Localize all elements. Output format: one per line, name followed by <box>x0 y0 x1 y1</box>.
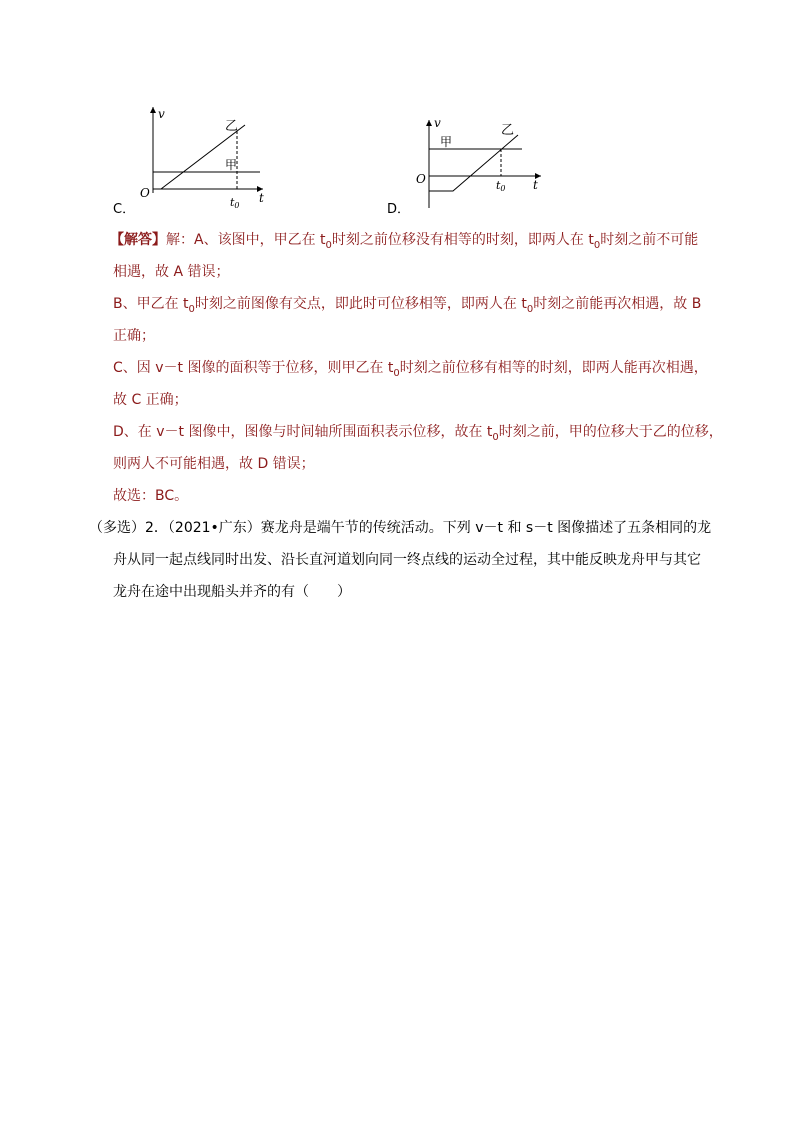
question-line-3: 龙舟在途中出现船头并齐的有（ ） <box>113 584 351 600</box>
answer-line-2: 相遇，故 A 错误； <box>113 264 230 280</box>
graph-d-yi-label: 乙 <box>501 123 515 138</box>
graph-d-x-label: t <box>533 178 538 192</box>
graph-c-origin: O <box>140 186 150 200</box>
graph-c-svg <box>112 98 282 216</box>
graph-d-origin: O <box>416 172 426 186</box>
answer-line-3: B、甲乙在 $t_0$时刻之前图像有交点，即此时可位移相等，即两人在 $t_0$时刻之前能再次相遇，故 B <box>113 296 702 315</box>
graph-d-svg <box>400 112 560 212</box>
graph-c-yi-label: 乙 <box>225 119 239 134</box>
graph-d-y-label: v <box>434 116 441 130</box>
answer-line-7: D、在 v－t 图像中，图像与时间轴所围面积表示位移，故在 $t_0$时刻之前，甲的位移大于乙的位移， <box>113 424 723 443</box>
answer-line-1: 【解答】解：A、该图中，甲乙在 $t_0$时刻之前位移没有相等的时刻，即两人在 $t_0$时刻之前不可能 <box>110 232 699 251</box>
graph-c-jia-label: 甲 <box>225 158 238 172</box>
answer-line-9: 故选：BC。 <box>113 488 189 504</box>
answer-tag: 【解答】 <box>110 232 166 248</box>
question-line-2: 舟从同一起点线同时出发、沿长直河道划向同一终点线的运动全过程，其中能反映龙舟甲与其它 <box>113 552 701 568</box>
answer-line-4: 正确； <box>113 328 155 344</box>
option-d-label: D． <box>387 202 411 217</box>
graph-c-y-label: v <box>158 107 165 121</box>
graph-d <box>400 112 560 212</box>
graph-c-line-yi <box>161 125 245 189</box>
option-c-label: C． <box>113 202 136 217</box>
answer-line-8: 则两人不可能相遇，故 D 错误； <box>113 456 315 472</box>
question-line-1: （多选）2．（2021•广东）赛龙舟是端午节的传统活动。下列 v－t 和 s－t 图像描述了五条相同的龙 <box>89 520 712 536</box>
answer-line-5: C、因 v－t 图像的面积等于位移，则甲乙在 $t_0$时刻之前位移有相等的时刻，即两人能再次相遇， <box>113 360 708 379</box>
graph-c <box>112 98 282 216</box>
answer-line-6: 故 C 正确； <box>113 392 188 408</box>
graph-c-x-label: t <box>259 191 264 205</box>
graph-c-t0: t0 <box>230 196 240 210</box>
graph-d-t0: t0 <box>496 179 506 193</box>
graph-d-jia-label: 甲 <box>440 135 453 149</box>
